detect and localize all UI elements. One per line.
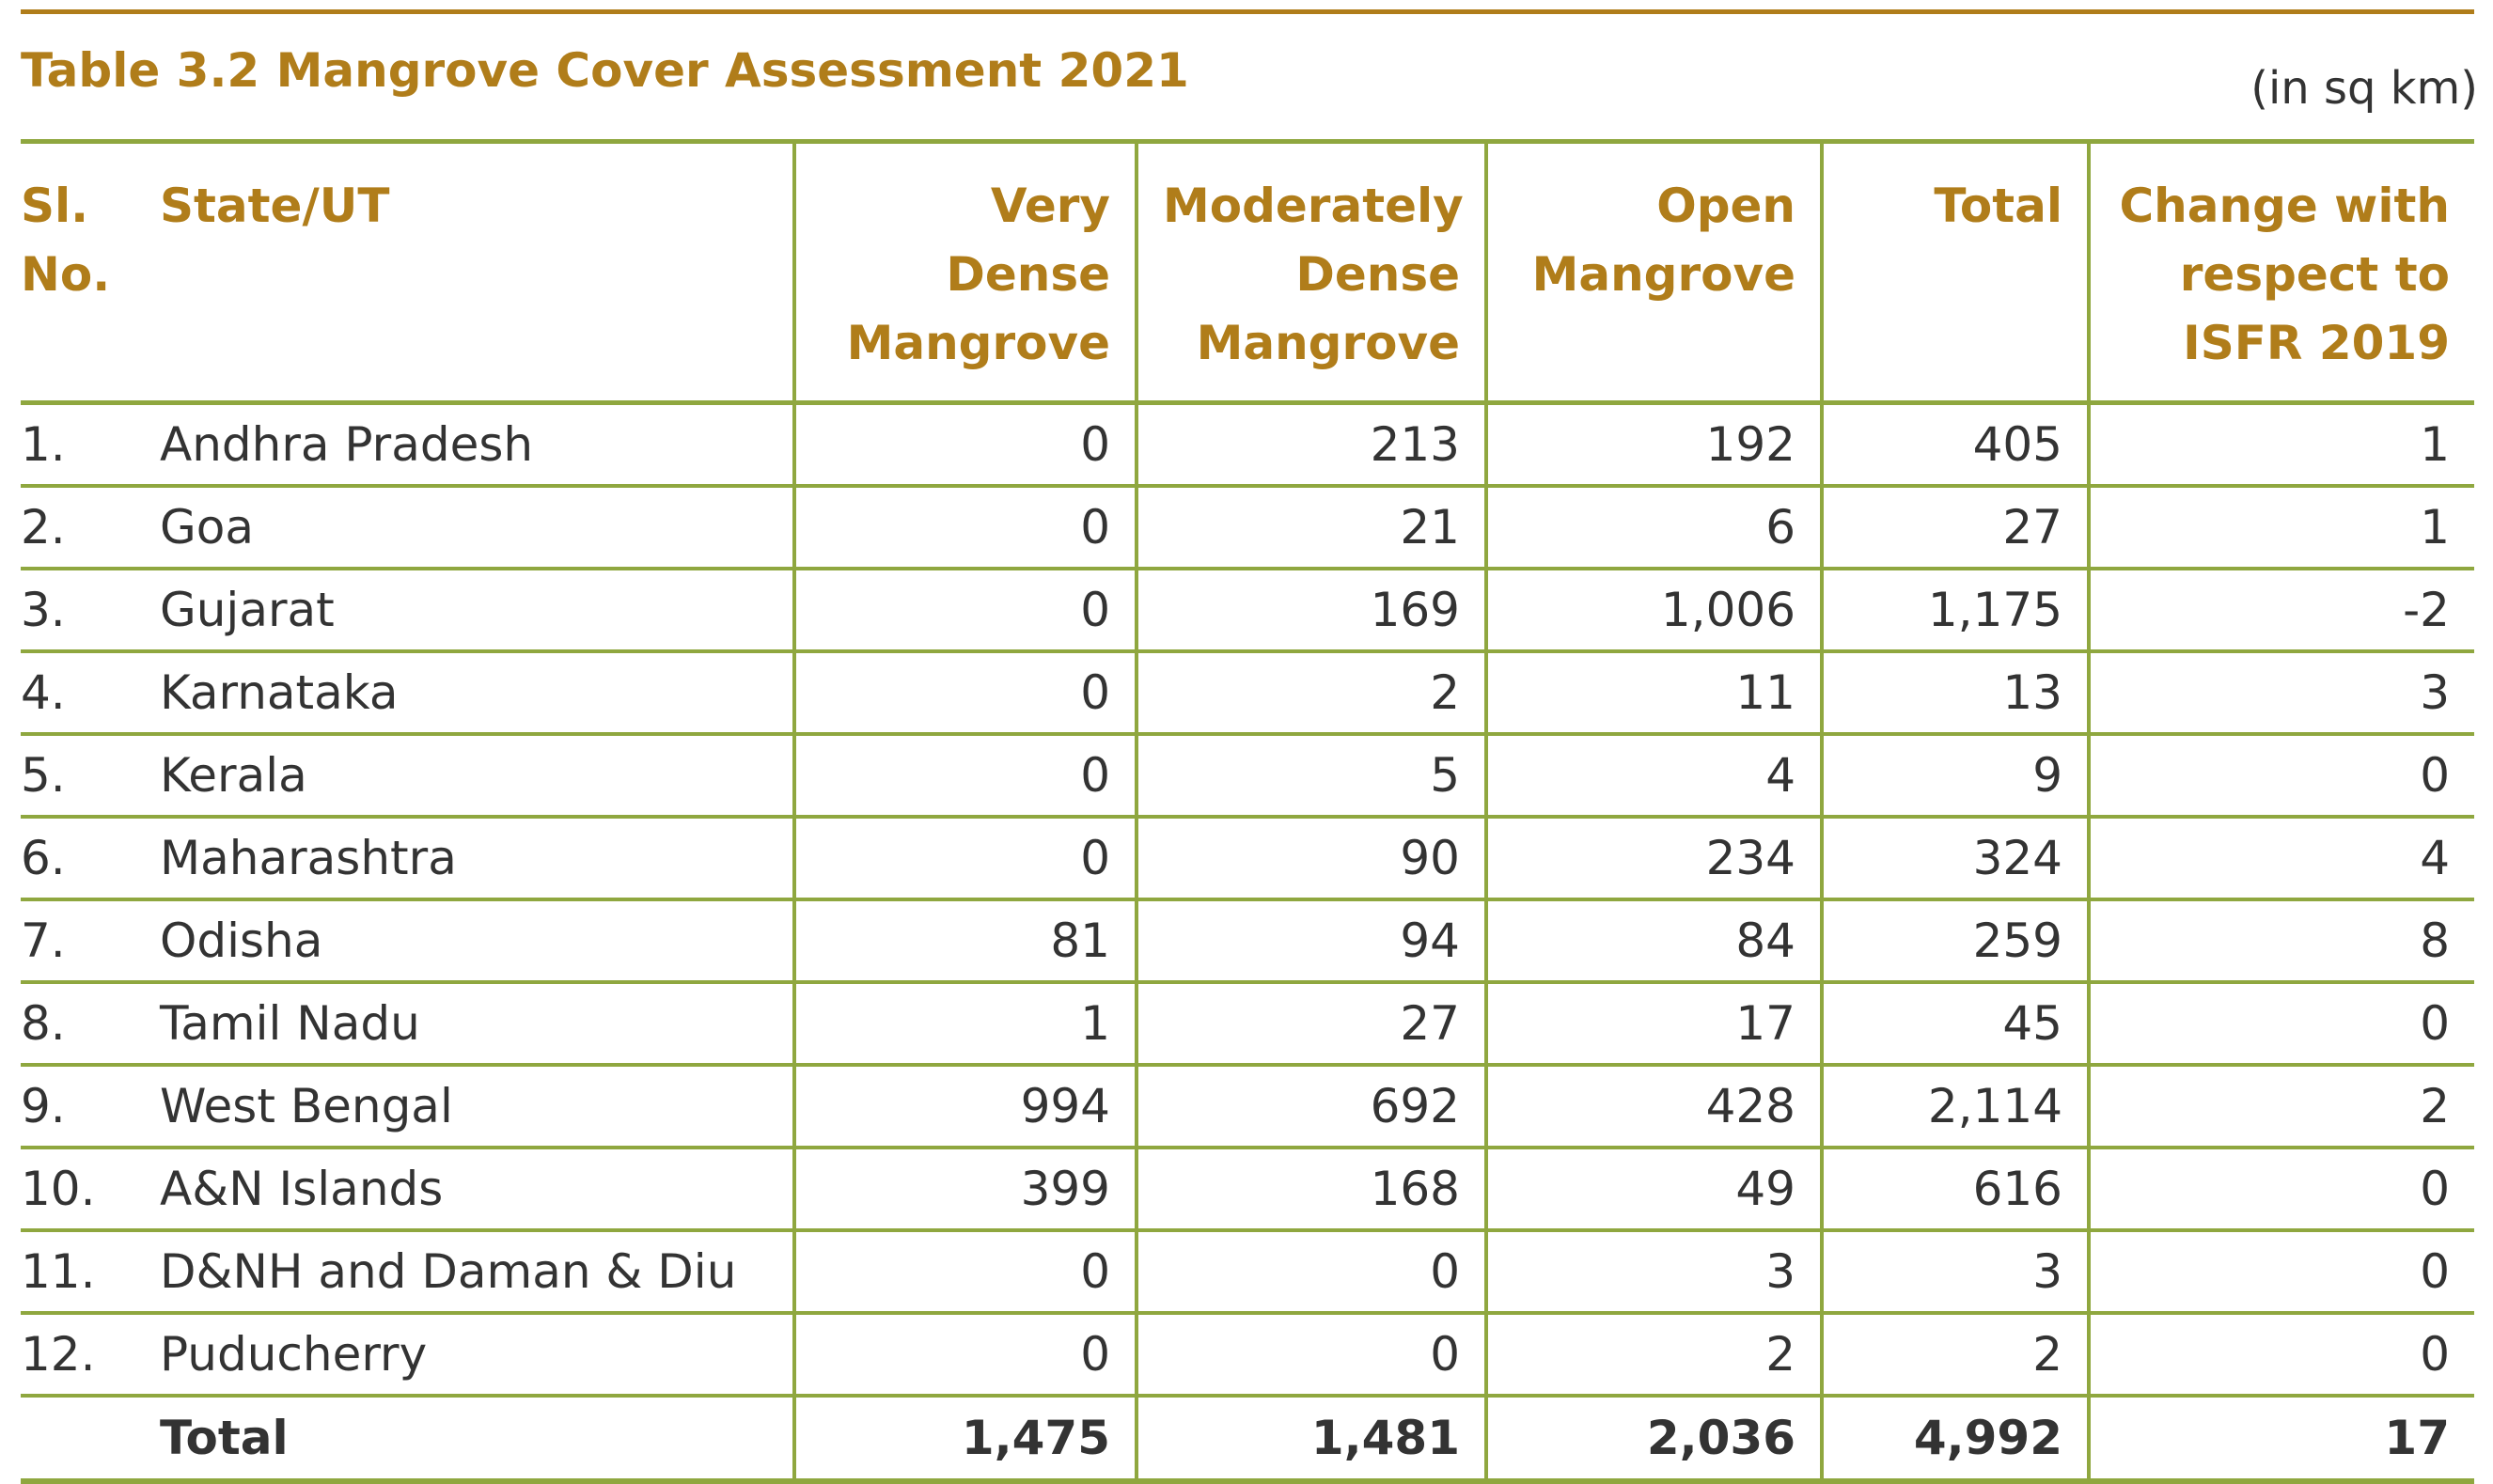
cell-very-dense: 0 <box>794 651 1137 734</box>
cell-total: 45 <box>1822 982 2089 1065</box>
header-moderately-dense: Moderately Dense Mangrove <box>1137 142 1486 403</box>
cell-very-dense: 994 <box>794 1065 1137 1148</box>
header-total: Total <box>1822 142 2089 403</box>
cell-change: 4 <box>2089 817 2474 899</box>
cell-change: 1 <box>2089 403 2474 487</box>
cell-state-ut: Tamil Nadu <box>160 982 794 1065</box>
cell-very-dense: 0 <box>794 1313 1137 1396</box>
unit-label: (in sq km) <box>2250 62 2478 115</box>
cell-very-dense: 399 <box>794 1148 1137 1230</box>
cell-state-ut: D&NH and Daman & Diu <box>160 1230 794 1313</box>
cell-very-dense: 0 <box>794 569 1137 651</box>
cell-state-ut: Maharashtra <box>160 817 794 899</box>
cell-very-dense: 0 <box>794 1230 1137 1313</box>
cell-state-ut: Kerala <box>160 734 794 817</box>
header-row <box>21 142 2474 403</box>
table-row <box>21 1065 2474 1148</box>
cell-sl-no: 12. <box>21 1313 160 1396</box>
cell-very-dense: 81 <box>794 899 1137 982</box>
cell-total: 13 <box>1822 651 2089 734</box>
cell-change: 8 <box>2089 899 2474 982</box>
header-open: Open Mangrove <box>1486 142 1822 403</box>
cell-change: -2 <box>2089 569 2474 651</box>
header-very-dense: Very Dense Mangrove <box>794 142 1137 403</box>
total-row <box>21 1396 2474 1481</box>
cell-change: 0 <box>2089 1148 2474 1230</box>
cell-state-ut: Puducherry <box>160 1313 794 1396</box>
cell-change: 0 <box>2089 1313 2474 1396</box>
cell-moderately-dense: 21 <box>1137 486 1486 569</box>
cell-sl-no: 5. <box>21 734 160 817</box>
header-sl-no: Sl. No. <box>21 142 160 403</box>
cell-state-ut: Karnataka <box>160 651 794 734</box>
cell-sl-no: 9. <box>21 1065 160 1148</box>
total-very-dense: 1,475 <box>794 1396 1137 1481</box>
table-row <box>21 1148 2474 1230</box>
table-row <box>21 1230 2474 1313</box>
total-change: 17 <box>2089 1396 2474 1481</box>
cell-change: 3 <box>2089 651 2474 734</box>
cell-very-dense: 0 <box>794 486 1137 569</box>
cell-sl-no: 1. <box>21 403 160 487</box>
cell-open: 2 <box>1486 1313 1822 1396</box>
cell-moderately-dense: 94 <box>1137 899 1486 982</box>
cell-moderately-dense: 90 <box>1137 817 1486 899</box>
cell-total: 259 <box>1822 899 2089 982</box>
cell-sl-no: 4. <box>21 651 160 734</box>
cell-open: 6 <box>1486 486 1822 569</box>
table-row <box>21 403 2474 487</box>
cell-total: 27 <box>1822 486 2089 569</box>
mangrove-cover-table <box>21 139 2474 1484</box>
cell-total: 2 <box>1822 1313 2089 1396</box>
cell-total: 9 <box>1822 734 2089 817</box>
header-state-ut: State/UT <box>160 142 794 403</box>
cell-moderately-dense: 169 <box>1137 569 1486 651</box>
cell-moderately-dense: 5 <box>1137 734 1486 817</box>
top-rule <box>21 9 2474 14</box>
cell-change: 0 <box>2089 1230 2474 1313</box>
cell-state-ut: A&N Islands <box>160 1148 794 1230</box>
table-row <box>21 569 2474 651</box>
cell-open: 84 <box>1486 899 1822 982</box>
cell-moderately-dense: 168 <box>1137 1148 1486 1230</box>
cell-sl-no: 11. <box>21 1230 160 1313</box>
cell-total: 324 <box>1822 817 2089 899</box>
cell-change: 0 <box>2089 734 2474 817</box>
cell-very-dense: 0 <box>794 403 1137 487</box>
cell-state-ut: Goa <box>160 486 794 569</box>
cell-open: 1,006 <box>1486 569 1822 651</box>
cell-total: 405 <box>1822 403 2089 487</box>
total-open: 2,036 <box>1486 1396 1822 1481</box>
cell-total: 3 <box>1822 1230 2089 1313</box>
cell-open: 192 <box>1486 403 1822 487</box>
cell-open: 234 <box>1486 817 1822 899</box>
table-row <box>21 899 2474 982</box>
cell-change: 2 <box>2089 1065 2474 1148</box>
cell-sl-no: 7. <box>21 899 160 982</box>
table-row <box>21 651 2474 734</box>
cell-open: 11 <box>1486 651 1822 734</box>
cell-sl-no: 2. <box>21 486 160 569</box>
cell-very-dense: 1 <box>794 982 1137 1065</box>
cell-moderately-dense: 27 <box>1137 982 1486 1065</box>
cell-very-dense: 0 <box>794 734 1137 817</box>
table-row <box>21 1313 2474 1396</box>
cell-total: 2,114 <box>1822 1065 2089 1148</box>
cell-moderately-dense: 0 <box>1137 1230 1486 1313</box>
cell-sl-no: 10. <box>21 1148 160 1230</box>
cell-open: 17 <box>1486 982 1822 1065</box>
cell-very-dense: 0 <box>794 817 1137 899</box>
cell-open: 4 <box>1486 734 1822 817</box>
cell-sl-no: 6. <box>21 817 160 899</box>
cell-state-ut: West Bengal <box>160 1065 794 1148</box>
table-row <box>21 817 2474 899</box>
table-row <box>21 982 2474 1065</box>
cell-sl-no: 8. <box>21 982 160 1065</box>
cell-change: 0 <box>2089 982 2474 1065</box>
cell-change: 1 <box>2089 486 2474 569</box>
cell-open: 3 <box>1486 1230 1822 1313</box>
header-change: Change with respect to ISFR 2019 <box>2089 142 2474 403</box>
cell-moderately-dense: 692 <box>1137 1065 1486 1148</box>
total-label: Total <box>160 1396 794 1481</box>
cell-state-ut: Andhra Pradesh <box>160 403 794 487</box>
table-row <box>21 486 2474 569</box>
cell-open: 428 <box>1486 1065 1822 1148</box>
cell-state-ut: Gujarat <box>160 569 794 651</box>
cell-sl-no: 3. <box>21 569 160 651</box>
table-caption: Table 3.2 Mangrove Cover Assessment 2021 <box>21 43 1189 98</box>
cell-total: 616 <box>1822 1148 2089 1230</box>
cell-open: 49 <box>1486 1148 1822 1230</box>
cell-moderately-dense: 213 <box>1137 403 1486 487</box>
cell-state-ut: Odisha <box>160 899 794 982</box>
table-row <box>21 734 2474 817</box>
cell-moderately-dense: 0 <box>1137 1313 1486 1396</box>
cell-moderately-dense: 2 <box>1137 651 1486 734</box>
cell-total: 1,175 <box>1822 569 2089 651</box>
total-total: 4,992 <box>1822 1396 2089 1481</box>
total-sl <box>21 1396 160 1481</box>
total-moderately-dense: 1,481 <box>1137 1396 1486 1481</box>
